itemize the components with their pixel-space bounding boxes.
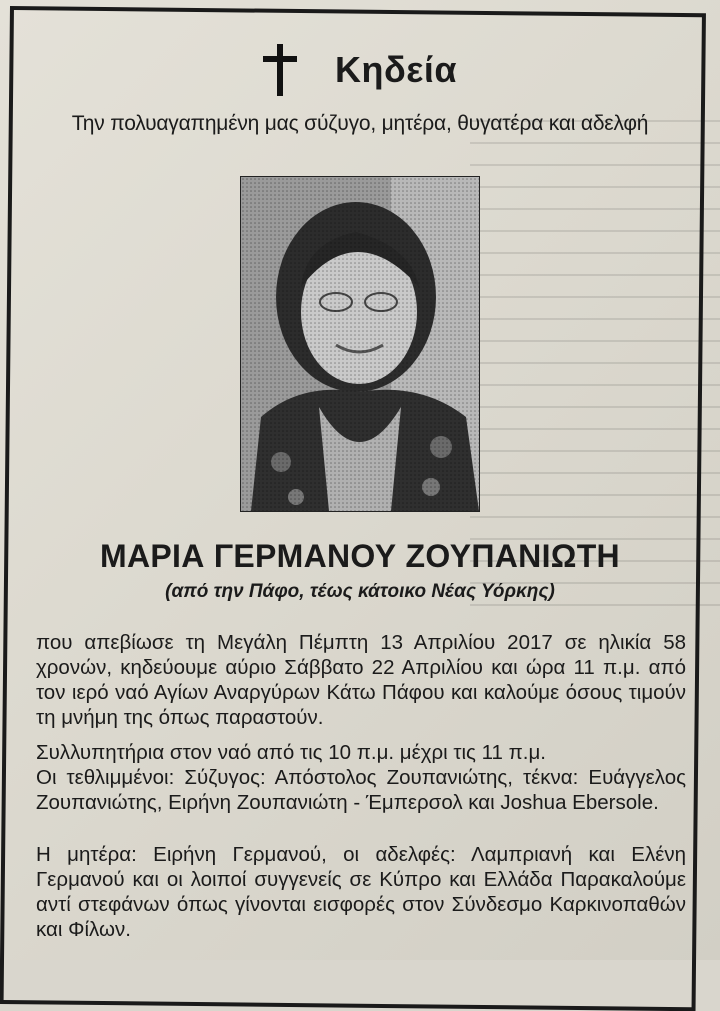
title-row xyxy=(0,40,720,100)
cross-icon xyxy=(263,44,297,96)
deceased-origin: (από την Πάφο, τέως κάτοικο Νέας Υόρκης) xyxy=(165,581,555,602)
announcement-paragraph: που απεβίωσε τη Μεγάλη Πέμπτη 13 Απριλίου 2017 σε ηλικία 58 χρονών, κηδεύουμε αύριο Σάββατο 22 Απριλίου και ώρα 11 π.μ. από τον ιερό ναό Αγίων Αναργύρων Κάτω Πάφου και καλούμε όσους τιμούν τη μνήμη της όπως παραστούν. xyxy=(36,631,686,729)
condolences-line: Συλλυπητήρια στον ναό από τις 10 π.μ. μέχρι τις 11 π.μ. xyxy=(36,741,546,764)
mourners-paragraph: Οι τεθλιμμένοι: Σύζυγος: Απόστολος Ζουπανιώτης, τέκνα: Ευάγγελος Ζουπανιώτης, Ειρήνη Ζουπανιώτη - Έμπερσολ και Joshua Ebersole. xyxy=(36,766,686,814)
portrait-illustration xyxy=(241,177,479,511)
deceased-name: ΜΑΡΙΑ ΓΕΡΜΑΝΟΥ ΖΟΥΠΑΝΙΩΤΗ xyxy=(100,538,620,574)
family-paragraph: Η μητέρα: Ειρήνη Γερμανού, οι αδελφές: Λαμπριανή και Ελένη Γερμανού και οι λοιποί συγγενείς σε Κύπρο και Ελλάδα Παρακαλούμε αντί στεφάνων όπως γίνονται εισφορές στον Σύνδεσμο Καρκινοπαθών και Φίλων. xyxy=(36,843,686,941)
intro-line: Την πολυαγαπημένη μας σύζυγο, μητέρα, θυγατέρα και αδελφή xyxy=(71,112,649,135)
notice-title: Κηδεία xyxy=(334,49,458,90)
portrait-photo xyxy=(240,176,480,512)
